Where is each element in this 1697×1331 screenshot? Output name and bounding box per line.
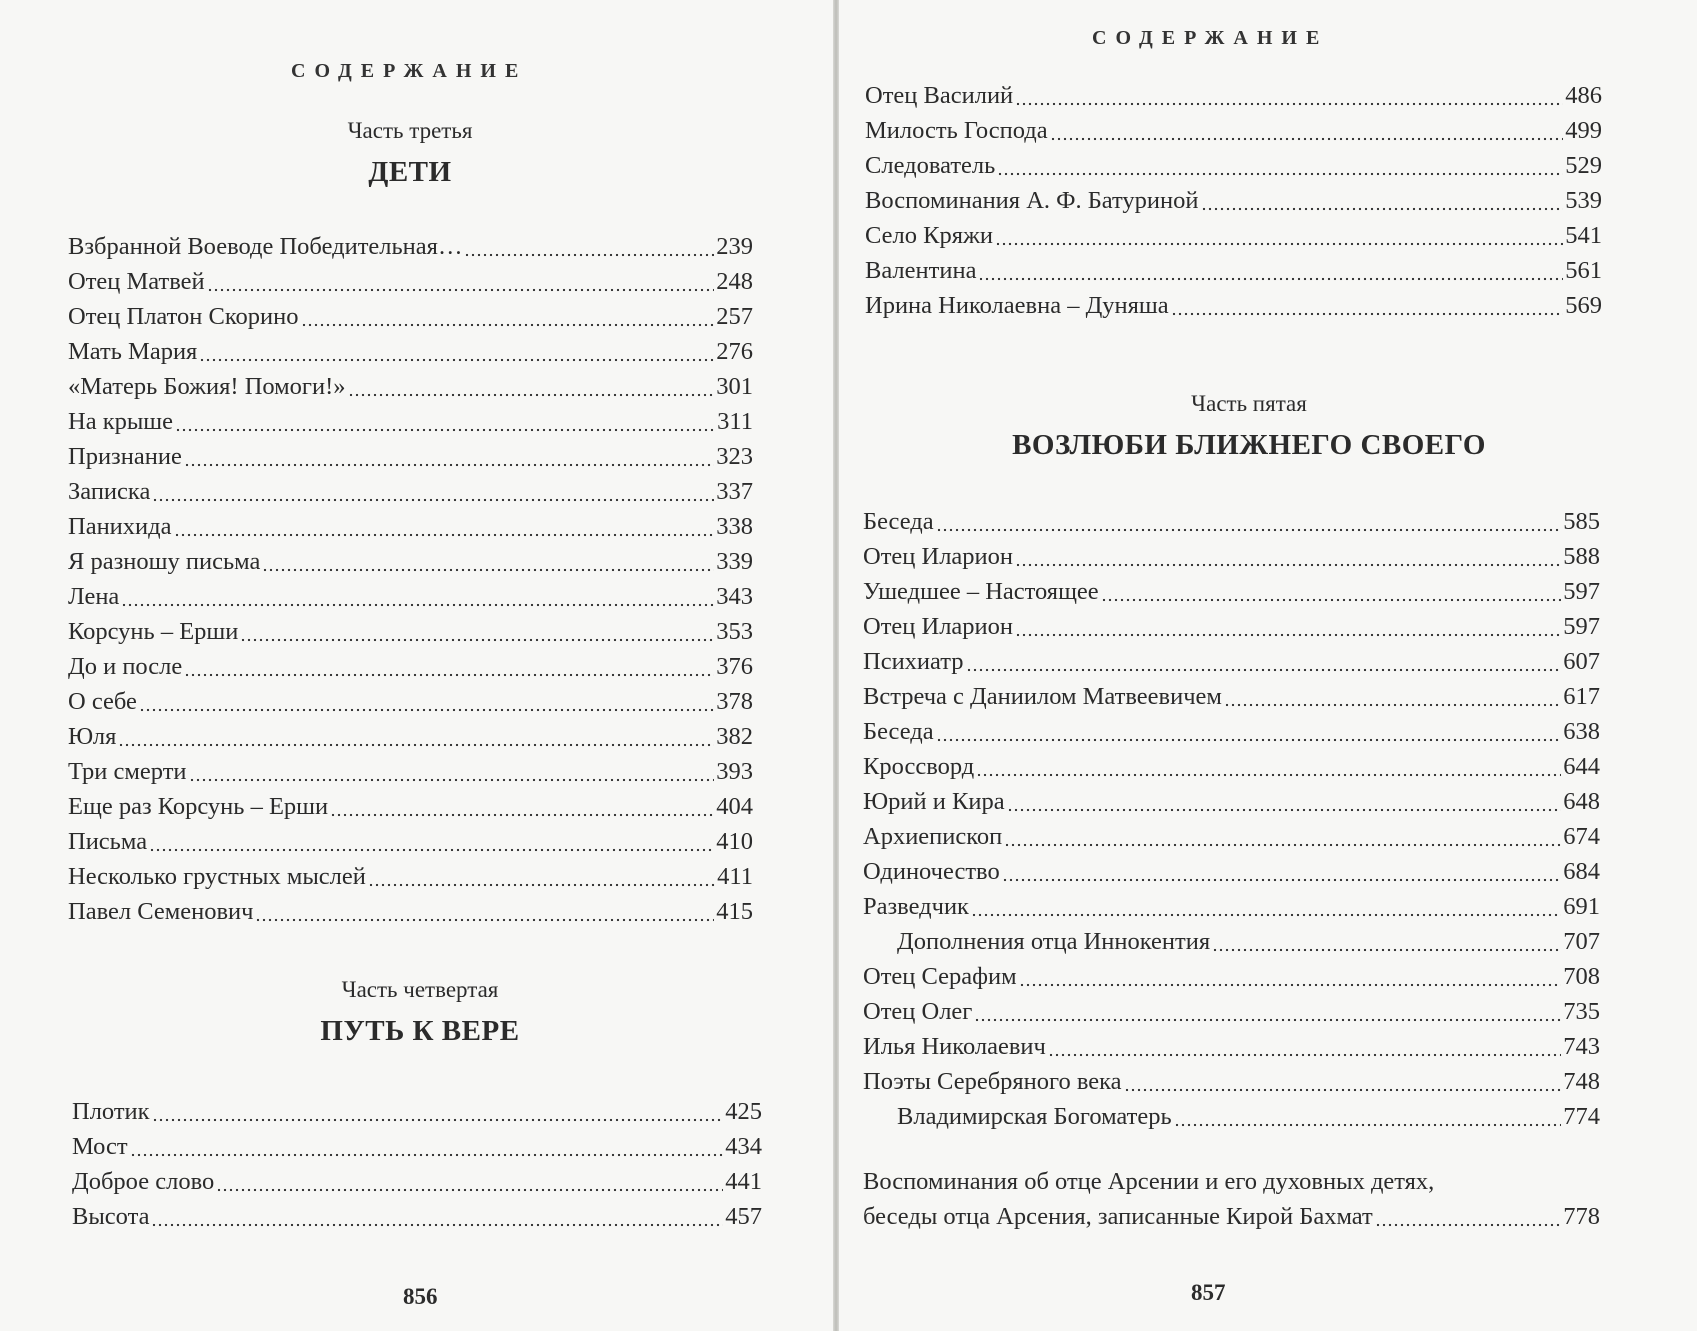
toc-entry-page: 648 (1563, 788, 1600, 815)
toc-entry[interactable] (68, 334, 753, 369)
right-page (839, 0, 1697, 1331)
toc-entry-title: Беседа (863, 508, 934, 535)
dot-leader (976, 773, 1561, 777)
dot-leader (1015, 633, 1561, 637)
toc-entry-title: Отец Матвей (68, 268, 205, 295)
toc-entry-title: Корсунь – Ерши (68, 618, 239, 645)
toc-entry[interactable] (68, 264, 753, 299)
toc-entry-page: 707 (1563, 928, 1600, 955)
toc-entry[interactable] (72, 1164, 762, 1199)
dot-leader (255, 918, 714, 922)
toc-entry[interactable] (863, 889, 1600, 924)
toc-entry-title: Мост (72, 1133, 128, 1160)
dot-leader (189, 778, 715, 782)
toc-entry-page: 617 (1563, 683, 1600, 710)
dot-leader (1015, 563, 1561, 567)
toc-entry-title: Лена (68, 583, 120, 610)
toc-entry[interactable] (863, 749, 1600, 784)
toc-entry[interactable] (865, 148, 1602, 183)
toc-entry-page: 239 (716, 233, 753, 260)
toc-entry-page: 529 (1565, 152, 1602, 179)
toc-entry-page: 684 (1563, 858, 1600, 885)
part-three-label: Часть третья (347, 118, 473, 143)
toc-entry-title: Владимирская Богоматерь (897, 1103, 1172, 1130)
left-page (0, 0, 833, 1331)
dot-leader (152, 1118, 724, 1122)
toc-entry-page: 343 (716, 583, 753, 610)
toc-entry[interactable] (72, 1129, 762, 1164)
toc-entry-page: 404 (716, 793, 753, 820)
toc-entry-page: 415 (716, 898, 753, 925)
dot-leader (936, 528, 1562, 532)
toc-entry[interactable] (863, 504, 1600, 539)
toc-entry[interactable] (863, 784, 1600, 819)
dot-leader (1101, 598, 1562, 602)
toc-entry-page: 597 (1563, 578, 1600, 605)
dot-leader (207, 288, 715, 292)
toc-entry-page: 735 (1563, 998, 1600, 1025)
toc-entry[interactable] (865, 253, 1602, 288)
dot-leader (262, 568, 714, 572)
dot-leader (978, 277, 1563, 281)
toc-entry-title: Отец Платон Скорино (68, 303, 299, 330)
dot-leader (1212, 948, 1561, 952)
toc-entry-page: 499 (1565, 117, 1602, 144)
toc-entry-page: 441 (725, 1168, 762, 1195)
dot-leader (936, 738, 1562, 742)
toc-entry-title: Панихида (68, 513, 172, 540)
toc-entry-page: 323 (716, 443, 753, 470)
toc-entry[interactable] (68, 684, 753, 719)
toc-entry[interactable] (68, 719, 753, 754)
dot-leader (118, 743, 714, 747)
toc-entry[interactable] (863, 959, 1600, 994)
toc-entry[interactable] (865, 288, 1602, 323)
dot-leader (368, 883, 715, 887)
toc-entry-page: 748 (1563, 1068, 1600, 1095)
toc-entry-title: Еще раз Корсунь – Ерши (68, 793, 329, 820)
toc-entry-page: 393 (716, 758, 753, 785)
toc-entry-page: 248 (716, 268, 753, 295)
toc-entry-page: 638 (1563, 718, 1600, 745)
toc-entry[interactable] (68, 824, 753, 859)
toc-entry-page: 382 (716, 723, 753, 750)
toc-entry[interactable] (68, 474, 753, 509)
running-head-right: СОДЕРЖАНИЕ (1092, 27, 1329, 49)
toc-entry[interactable] (68, 509, 753, 544)
dot-leader (240, 638, 714, 642)
part-four-label: Часть четвертая (341, 977, 499, 1002)
dot-leader (1201, 207, 1564, 211)
toc-entry-page: 569 (1565, 292, 1602, 319)
dot-leader (966, 668, 1562, 672)
toc-entry-page: 353 (716, 618, 753, 645)
toc-entry-title: Одиночество (863, 858, 1000, 885)
part-five-title: ВОЗЛЮБИ БЛИЖНЕГО СВОЕГО (1012, 429, 1486, 461)
dot-leader (1124, 1088, 1562, 1092)
toc-entry-title: Высота (72, 1203, 150, 1230)
toc-final-entry (863, 1164, 1600, 1234)
toc-entry-page: 541 (1565, 222, 1602, 249)
toc-entry-title: Доброе слово (72, 1168, 215, 1195)
toc-entry-title: Село Кряжи (865, 222, 994, 249)
toc-entry-page: 425 (725, 1098, 762, 1125)
toc-entry-page: 457 (725, 1203, 762, 1230)
toc-entry-title: Павел Семенович (68, 898, 254, 925)
toc-entry-title: Письма (68, 828, 148, 855)
toc-entry-page: 778 (1563, 1203, 1600, 1230)
toc-entry-title: Психиатр (863, 648, 964, 675)
dot-leader (1015, 102, 1563, 106)
toc-entry-title: Три смерти (68, 758, 187, 785)
part-five-label: Часть пятая (1191, 391, 1307, 416)
toc-entry-title: Я разношу письма (68, 548, 261, 575)
toc-entry-title: Взбранной Воеводе Победительная… (68, 233, 463, 260)
toc-part-four (72, 1094, 762, 1234)
toc-entry-page: 774 (1563, 1103, 1600, 1130)
dot-leader (151, 1223, 723, 1227)
dot-leader (175, 428, 715, 432)
toc-entry-page: 708 (1563, 963, 1600, 990)
toc-part-three (68, 229, 753, 929)
dot-leader (199, 358, 714, 362)
toc-entry-page: 434 (725, 1133, 762, 1160)
toc-entry-title: Плотик (72, 1098, 150, 1125)
toc-entry[interactable] (68, 859, 753, 894)
toc-entry-title: Ирина Николаевна – Дуняша (865, 292, 1169, 319)
toc-entry-page: 257 (716, 303, 753, 330)
dot-leader (464, 253, 714, 257)
toc-entry[interactable] (68, 894, 753, 929)
toc-entry-title: Записка (68, 478, 151, 505)
toc-entry[interactable] (863, 1064, 1600, 1099)
toc-entry[interactable] (863, 644, 1600, 679)
page-number-right: 857 (1191, 1280, 1226, 1305)
toc-entry[interactable] (68, 404, 753, 439)
toc-entry[interactable] (863, 819, 1600, 854)
toc-entry[interactable] (865, 78, 1602, 113)
toc-entry-title: Поэты Серебряного века (863, 1068, 1122, 1095)
dot-leader (152, 498, 714, 502)
toc-entry-page: 339 (716, 548, 753, 575)
toc-entry[interactable] (68, 299, 753, 334)
toc-entry-title: Беседа (863, 718, 934, 745)
toc-entry-page: 338 (716, 513, 753, 540)
toc-entry-title: Дополнения отца Иннокентия (897, 928, 1211, 955)
dot-leader (1224, 703, 1561, 707)
toc-entry[interactable] (863, 679, 1600, 714)
toc-entry[interactable] (863, 1099, 1600, 1134)
toc-entry-page: 674 (1563, 823, 1600, 850)
dot-leader (139, 708, 714, 712)
toc-entry-page: 411 (717, 863, 753, 890)
toc-entry-title: Архиепископ (863, 823, 1003, 850)
toc-entry-page: 376 (716, 653, 753, 680)
toc-entry[interactable] (863, 574, 1600, 609)
part-three-title: ДЕТИ (368, 156, 452, 188)
running-head-left: СОДЕРЖАНИЕ (291, 60, 528, 82)
toc-entry-title: Отец Иларион (863, 613, 1014, 640)
toc-entry-page: 301 (716, 373, 753, 400)
toc-entry[interactable] (863, 1029, 1600, 1064)
toc-entry-title: На крыше (68, 408, 174, 435)
toc-entry-title: Юля (68, 723, 117, 750)
toc-entry-page: 585 (1563, 508, 1600, 535)
toc-entry-title: Отец Василий (865, 82, 1014, 109)
dot-leader (301, 323, 715, 327)
toc-entry-title: О себе (68, 688, 137, 715)
toc-entry[interactable] (68, 229, 753, 264)
toc-entry-title: Отец Иларион (863, 543, 1014, 570)
dot-leader (216, 1188, 723, 1192)
part-four-title: ПУТЬ К ВЕРЕ (320, 1015, 520, 1047)
toc-entry[interactable] (863, 714, 1600, 749)
dot-leader (184, 463, 714, 467)
toc-entry[interactable] (865, 218, 1602, 253)
dot-leader (184, 673, 714, 677)
toc-entry[interactable] (68, 614, 753, 649)
toc-entry-page: 561 (1565, 257, 1602, 284)
toc-entry-page: 607 (1563, 648, 1600, 675)
toc-entry-title: Ушедшее – Настоящее (863, 578, 1099, 605)
dot-leader (1002, 878, 1562, 882)
final-entry-line-1: Воспоминания об отце Арсении и его духовных детях, (863, 1168, 1435, 1195)
dot-leader (1007, 808, 1562, 812)
dot-leader (149, 848, 714, 852)
toc-entry-title: Отец Олег (863, 998, 973, 1025)
toc-entry[interactable] (72, 1094, 762, 1129)
toc-entry-page: 644 (1563, 753, 1600, 780)
dot-leader (121, 603, 714, 607)
toc-entry[interactable] (865, 113, 1602, 148)
toc-entry-title: Следователь (865, 152, 996, 179)
dot-leader (1171, 312, 1564, 316)
dot-leader (1004, 843, 1561, 847)
toc-entry-title: Илья Николаевич (863, 1033, 1046, 1060)
toc-entry-title: Мать Мария (68, 338, 198, 365)
dot-leader (995, 242, 1563, 246)
toc-entry-title: Признание (68, 443, 182, 470)
toc-entry-title: беседы отца Арсения, записанные Кирой Бахмат (863, 1203, 1373, 1230)
toc-entry[interactable] (863, 994, 1600, 1029)
dot-leader (174, 533, 715, 537)
toc-entry[interactable] (72, 1199, 762, 1234)
toc-entry-page: 486 (1565, 82, 1602, 109)
dot-leader (330, 813, 714, 817)
dot-leader (1050, 137, 1564, 141)
dot-leader (130, 1153, 724, 1157)
page-number-left: 856 (403, 1284, 438, 1309)
toc-entry[interactable] (68, 754, 753, 789)
dot-leader (997, 172, 1563, 176)
toc-entry[interactable] (863, 609, 1600, 644)
toc-entry-page: 588 (1563, 543, 1600, 570)
dot-leader (348, 393, 715, 397)
dot-leader (1019, 983, 1562, 987)
toc-entry[interactable] (68, 544, 753, 579)
toc-entry[interactable] (68, 369, 753, 404)
dot-leader (974, 1018, 1561, 1022)
toc-entry-title: Отец Серафим (863, 963, 1017, 990)
toc-entry[interactable] (68, 649, 753, 684)
toc-entry-page: 597 (1563, 613, 1600, 640)
toc-entry[interactable] (863, 539, 1600, 574)
toc-entry-title: До и после (68, 653, 183, 680)
toc-entry-page: 691 (1563, 893, 1600, 920)
dot-leader (1375, 1223, 1562, 1227)
toc-entry-page: 337 (716, 478, 753, 505)
toc-entry-title: Воспоминания А. Ф. Батуриной (865, 187, 1199, 214)
toc-entry-page: 743 (1563, 1033, 1600, 1060)
toc-entry-page: 276 (716, 338, 753, 365)
toc-entry[interactable] (863, 924, 1600, 959)
toc-entry-title: Несколько грустных мыслей (68, 863, 366, 890)
toc-entry-title: Встреча с Даниилом Матвеевичем (863, 683, 1222, 710)
toc-entry-page: 311 (717, 408, 753, 435)
toc-entry-page: 410 (716, 828, 753, 855)
toc-entry-page: 539 (1565, 187, 1602, 214)
toc-entry[interactable] (68, 789, 753, 824)
toc-part-five (863, 504, 1600, 1134)
toc-entry[interactable] (863, 854, 1600, 889)
toc-entry-title: Разведчик (863, 893, 969, 920)
toc-entry-title: Милость Господа (865, 117, 1048, 144)
toc-entry-title: Валентина (865, 257, 977, 284)
toc-entry-title: Юрий и Кира (863, 788, 1005, 815)
toc-entry-page: 378 (716, 688, 753, 715)
dot-leader (1048, 1053, 1561, 1057)
toc-entry[interactable] (68, 439, 753, 474)
toc-entry-title: Кроссворд (863, 753, 975, 780)
final-entry-row[interactable] (863, 1199, 1600, 1234)
dot-leader (1174, 1123, 1562, 1127)
toc-entry[interactable] (68, 579, 753, 614)
toc-part-four-continued (865, 78, 1602, 323)
toc-entry-title: «Матерь Божия! Помоги!» (68, 373, 346, 400)
toc-entry[interactable] (865, 183, 1602, 218)
dot-leader (971, 913, 1561, 917)
